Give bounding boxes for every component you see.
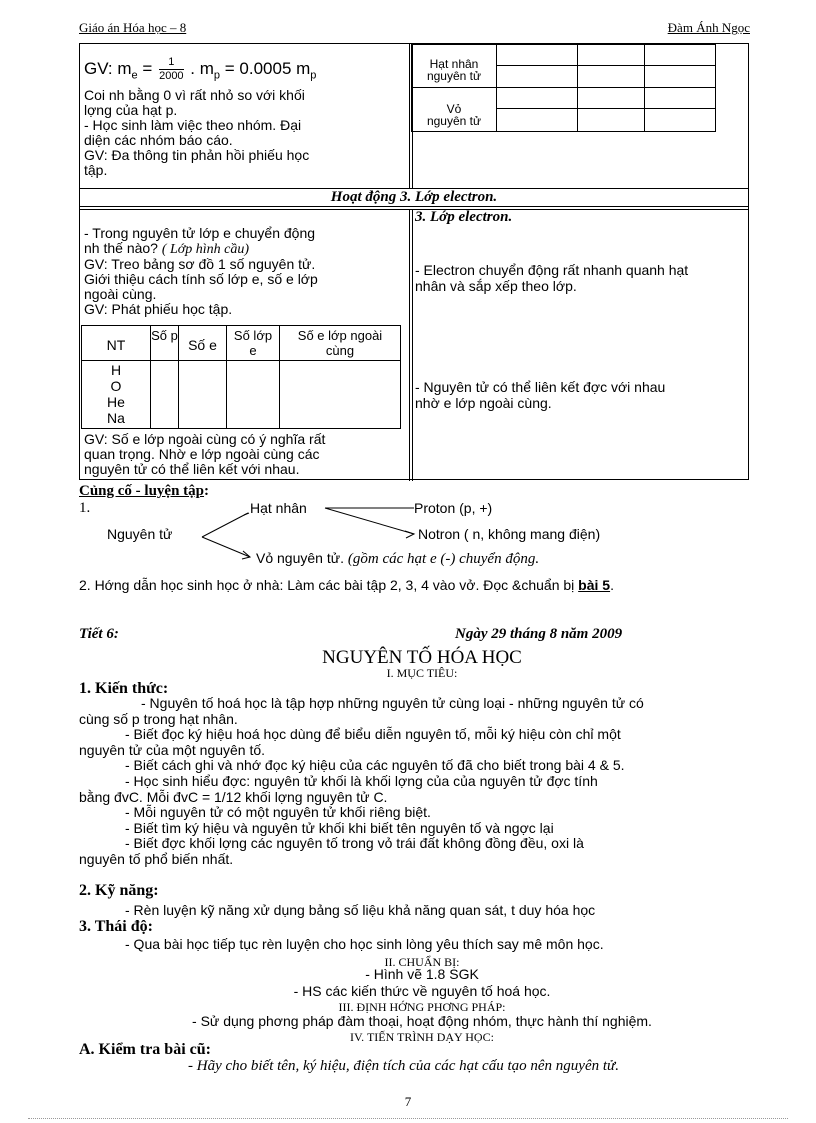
thai-do-line: - Qua bài học tiếp tục rèn luyện cho học sinh lòng yêu thích say mê môn học. [125, 936, 604, 952]
activity3-left-after: GV: Số e lớp ngoài cùng có ý nghĩa rất quan trọng. Nhờ e lớp ngoài cùng các nguyên tử có thể liên kết với nhau. [84, 431, 326, 477]
item-1-number: 1. [79, 500, 91, 516]
header-left: Giáo án Hóa học – 8 [79, 20, 187, 35]
section-phuong-phap: III. ĐỊNH HỚNG PHƠNG PHÁP: [338, 1000, 506, 1014]
section-chuan-bi: II. CHUẨN BỊ: [384, 955, 460, 969]
element-symbol: H [110, 362, 122, 378]
proton-label: Proton (p, +) [414, 500, 493, 516]
item-2: 2. Hớng dẫn học sinh học ở nhà: Làm các bài tập 2, 3, 4 vào vở. Đọc &chuẩn bị bài 5. [79, 577, 614, 593]
col-header: Số e lớp ngoài cùng [297, 328, 383, 358]
element-symbol: Na [107, 410, 125, 426]
kien-thuc-list: - Nguyên tố hoá học là tập hợp những nguyên tử cùng loại - những nguyên tử có cùng số p trong hạt nhân. - Biết đọc ký hiệu hoá học dùng để biểu diễn nguyên tố, mỗi ký hiệu còn chỉ một nguyên tử của một nguyên tố. - Biết cách ghi và nhớ đọc ký hiệu của các nguyên tố đã cho biết trong bài 4 & 5. - Học sinh hiểu đợc: nguyên tử khối là khối lợng của của nguyên tử đợc tính bằng đvC. Mỗi đvC = 1/12 khối lợng nguyên tử C. - Mỗi nguyên tử có một nguyên tử khối riêng biệt. - Biết tìm ký hiệu và nguyên tử khối khi biết tên nguyên tố và ngợc lại - Biết đợc khối lợng các nguyên tố trong vỏ trái đất không đồng đều, oxi là nguyên tố phổ biến nhất. [79, 695, 644, 867]
page-bottom-rule [28, 1118, 788, 1119]
hat-nhan-label: Hạt nhân [250, 500, 307, 516]
lop-hinh-cau: ( Lớp hình cầu) [161, 242, 250, 257]
chuan-bi-2: - HS các kiến thức về nguyên tố hoá học. [293, 983, 551, 999]
row-label: nguyên tử [426, 69, 482, 83]
thai-do-heading: 3. Thái độ: [79, 918, 153, 935]
col-header: Số p [151, 328, 178, 343]
kiem-tra-heading: A. Kiểm tra bài cũ: [79, 1041, 211, 1058]
kiem-tra-line: - Hãy cho biết tên, ký hiệu, điện tích của các hạt cấu tạo nên nguyên tử. [188, 1058, 619, 1074]
element-symbol: He [107, 394, 125, 410]
row-label: Vỏ [446, 102, 462, 116]
notron-label: Notron ( n, không mang điện) [418, 526, 601, 542]
formula: GV: $m_e$ = $\frac{1}{2000}$ . $m_p = 0.0005$ $m_p$ [84, 56, 317, 82]
activity3-title: Hoạt động 3. Lớp electron. [330, 189, 498, 205]
section-tien-trinh: IV. TIẾN TRÌNH DẠY HỌC: [350, 1030, 494, 1044]
lesson-date: Ngày 29 tháng 8 năm 2009 [455, 626, 623, 642]
consolidation-title: Củng cố - luyện tập: [79, 483, 210, 499]
tiet-label: Tiết 6: [79, 626, 119, 642]
row-label: Hạt nhân [429, 57, 479, 71]
page-number: 7 [404, 1094, 412, 1109]
header-right: Đàm Ánh Ngọc [667, 20, 750, 35]
lesson-title: NGUYÊN TỐ HÓA HỌC [322, 647, 522, 668]
activity3-left: - Trong nguyên tử lớp e chuyển động nh thế nào? ( Lớp hình cầu) GV: Treo bảng sơ đồ 1 số nguyên tử. Giới thiệu cách tính số lớp e, số e lớp ngoài cùng. GV: Phát phiếu học tập. [84, 225, 318, 317]
nguyen-tu-label: Nguyên tử [107, 526, 173, 542]
top-left-text: Coi nh bằng 0 vì rất nhỏ so với khối lợng của hạt p. - Học sinh làm việc theo nhóm. Đại diện các nhóm báo cáo. GV: Đa thông tin phản hồi phiếu học tập. [84, 87, 310, 178]
activity3-right-title: 3. Lớp electron. [415, 209, 513, 225]
vo-nguyen-tu-line: Vỏ nguyên tử. (gồm các hạt e (-) chuyển động. [256, 550, 540, 567]
col-header: Số e [188, 337, 217, 353]
ky-nang-line: - Rèn luyện kỹ năng xử dụng bảng số liệu khả năng quan sát, t duy hóa học [125, 902, 596, 918]
element-symbol: O [110, 378, 122, 394]
activity3-right-2: - Nguyên tử có thể liên kết đợc với nhau nhờ e lớp ngoài cùng. [415, 379, 666, 411]
section-muc-tieu: I. MỤC TIÊU: [386, 666, 458, 680]
chuan-bi-1: - Hình vẽ 1.8 SGK [365, 966, 479, 982]
kien-thuc-heading: 1. Kiến thức: [79, 680, 169, 697]
row-label: nguyên tử [426, 114, 482, 128]
col-header: Số lớp e [233, 328, 273, 358]
col-header: NT [106, 337, 126, 353]
activity3-right-1: - Electron chuyển động rất nhanh quanh hạt nhân và sắp xếp theo lớp. [415, 262, 689, 294]
ky-nang-heading: 2. Kỹ năng: [79, 882, 159, 899]
phuong-phap-line: - Sử dụng phơng pháp đàm thoại, hoạt động nhóm, thực hành thí nghiệm. [192, 1013, 652, 1029]
